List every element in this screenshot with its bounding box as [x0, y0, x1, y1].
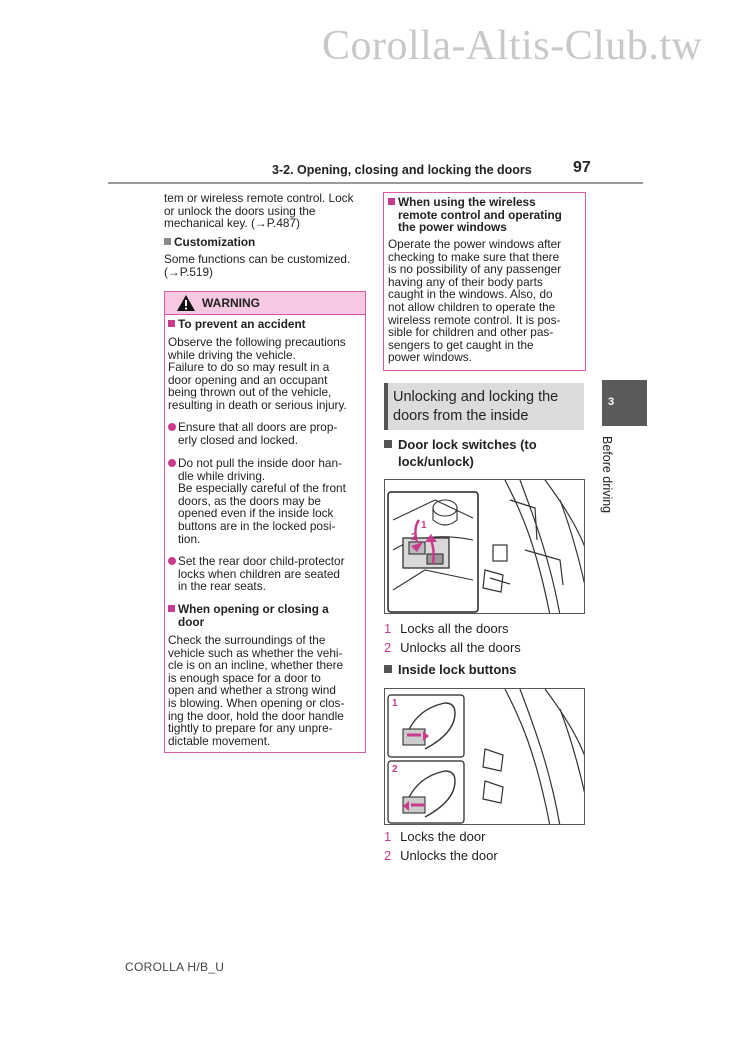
inside-lock-buttons-heading: Inside lock buttons [384, 661, 516, 678]
customization-text: Some functions can be customized. (→P.519) [164, 252, 351, 279]
square-bullet-icon [168, 320, 175, 327]
bullet-dot-icon [168, 557, 176, 565]
switches-legend-item: 1 Locks all the doors [384, 621, 509, 636]
door-lock-switch-illustration [385, 480, 585, 614]
prevent-accident-heading: To prevent an accident [168, 318, 306, 331]
figure-callout-2: 2 [411, 532, 417, 543]
figure-callout-1: 1 [421, 520, 427, 531]
bullet-dot-icon [168, 423, 176, 431]
warning-triangle-icon [176, 294, 196, 312]
customization-heading: Customization [164, 236, 255, 249]
bullet-dot-icon [168, 459, 176, 467]
intro-text: tem or wireless remote control. Lock or unlock the doors using the mechanical key. (→P.487) [164, 191, 354, 231]
chapter-tab-number: 3 [607, 396, 615, 408]
power-window-note-text: Operate the power windows after checking to make sure that there is no possibility of any passenger having any of their body parts caught in the windows. Also, do not allow children to operate the wireless remote control. It is pos- sible for children and other pas- sengers to get caught in the power windows. [388, 237, 562, 365]
square-bullet-icon [384, 440, 392, 448]
header-rule [108, 182, 643, 184]
warning-bullet: Do not pull the inside door han- dle while driving. Be especially careful of the front doors, as the doors may be opened even if the inside lock buttons are in the locked posi- tion. [168, 457, 346, 545]
switches-legend-item: 2 Unlocks all the doors [384, 640, 521, 655]
buttons-legend-item: 2 Unlocks the door [384, 848, 498, 863]
figure-callout-2: 2 [392, 764, 398, 775]
square-bullet-icon [168, 605, 175, 612]
inside-lock-button-figure [384, 688, 585, 825]
door-lock-switch-figure [384, 479, 585, 614]
square-bullet-icon [164, 238, 171, 245]
opening-door-text: Check the surroundings of the vehicle such as whether the vehi- cle is on an incline, whether there is enough space for a door to open and whether a strong wind is blowing. When opening or clos- ing the door, hold the door handle tightly to prepare for any unpre- dictable movement. [168, 633, 345, 748]
watermark: Corolla-Altis-Club.tw [322, 23, 703, 69]
section-heading: Unlocking and locking the doors from the inside [393, 389, 559, 424]
door-lock-switches-heading: Door lock switches (to lock/unlock) [384, 436, 537, 470]
square-bullet-icon [384, 665, 392, 673]
power-window-note-heading: When using the wireless remote control and operating the power windows [388, 196, 562, 234]
warning-label: WARNING [202, 296, 260, 310]
prevent-accident-text: Observe the following precautions while driving the vehicle. Failure to do so may result in a door opening and an occupant being thrown out of the vehicle, resulting in death or serious injury. [168, 335, 347, 412]
warning-bullet: Ensure that all doors are prop- erly closed and locked. [168, 421, 337, 446]
square-bullet-icon [388, 198, 395, 205]
page-number: 97 [573, 159, 591, 176]
footer-model-code: COROLLA H/B_U [125, 960, 225, 974]
inside-lock-button-illustration [385, 689, 585, 825]
chapter-tab-label: Before driving [600, 436, 614, 514]
section-title: 3-2. Opening, closing and locking the doors [272, 163, 532, 177]
buttons-legend-item: 1 Locks the door [384, 829, 486, 844]
warning-bullet: Set the rear door child-protector locks when children are seated in the rear seats. [168, 555, 345, 593]
figure-callout-1: 1 [392, 698, 398, 709]
opening-door-heading: When opening or closing a door [168, 603, 329, 628]
